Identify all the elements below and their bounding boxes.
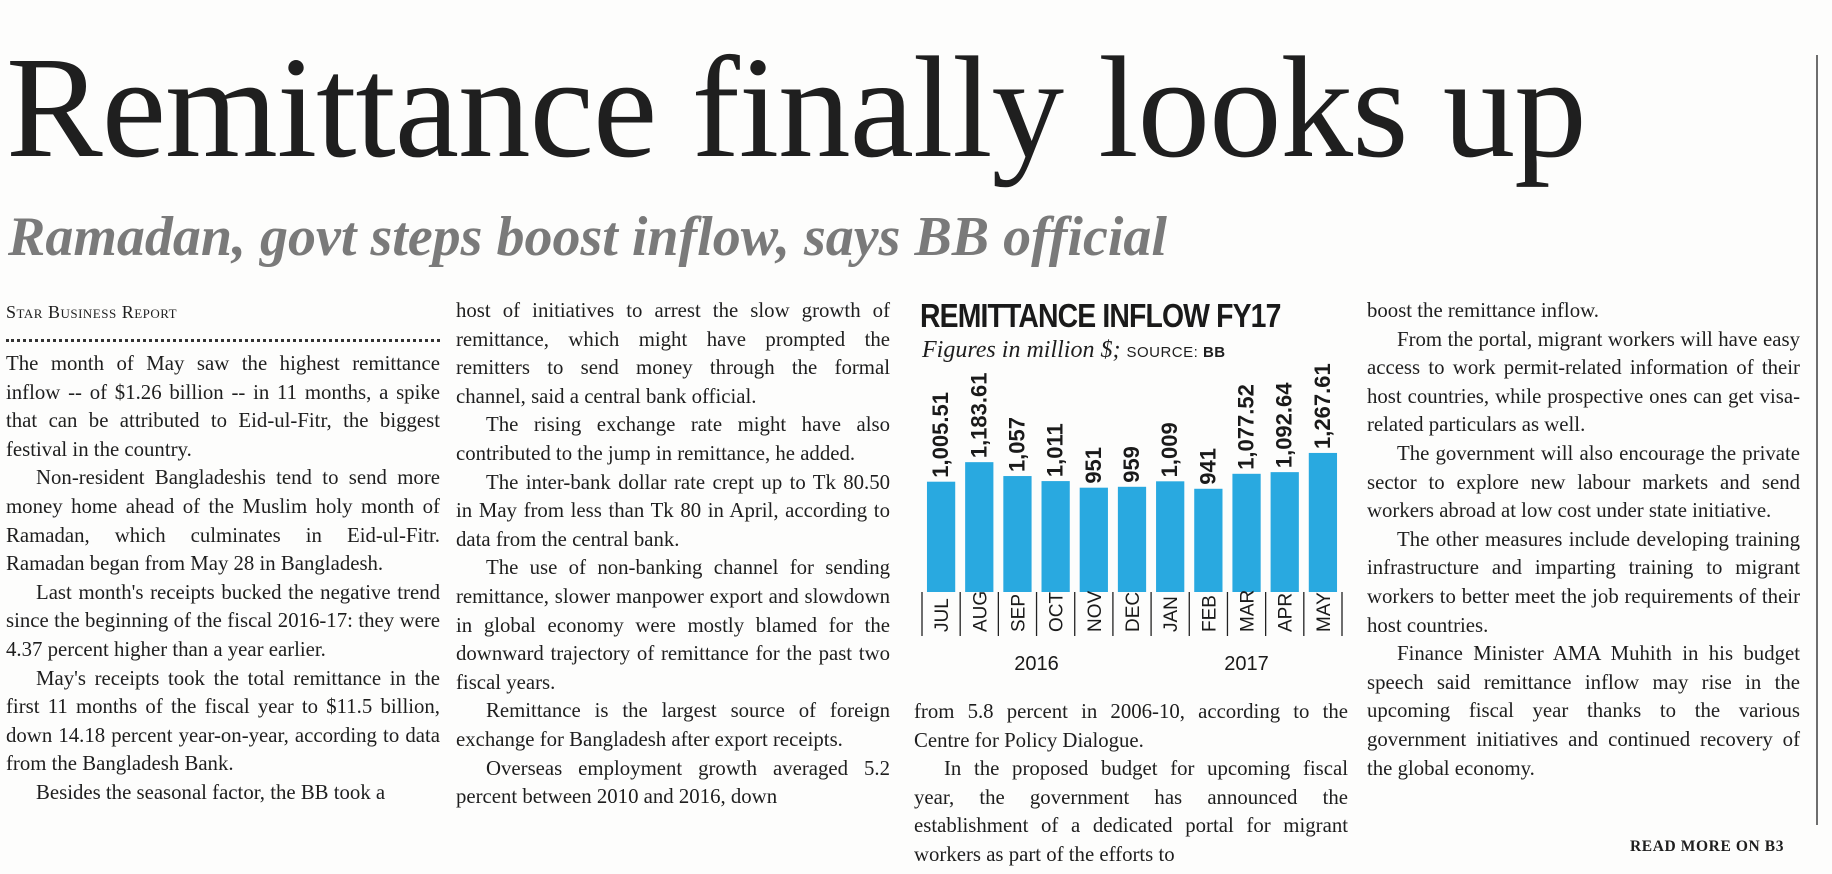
chart-tick-label: FEB: [1199, 595, 1221, 632]
chart-source-label: SOURCE:: [1126, 344, 1199, 361]
chart-data-label: 951: [1080, 446, 1106, 484]
chart-tick-label: JUL: [932, 598, 954, 632]
read-more-link[interactable]: READ MORE ON B3: [1630, 838, 1785, 855]
paragraph: Non-resident Bangladeshis tend to send more money home ahead of the Muslim holy month of Ramadan, which culminates in Eid-ul-Fitr. Ramadan began from May 28 in Bangladesh.: [6, 466, 440, 576]
chart-tick-label: APR: [1275, 592, 1297, 632]
chart-data-label: 1,267.61: [1309, 363, 1335, 449]
chart-tick-label: DEC: [1123, 591, 1144, 632]
chart-bar: [1271, 472, 1299, 592]
chart-tick-label: MAR: [1237, 589, 1259, 632]
chart-subtitle-text: Figures in million $;: [922, 337, 1121, 363]
chart-bar: [1309, 453, 1337, 592]
chart-tick-label: SEP: [1008, 593, 1030, 632]
paragraph: The other measures include developing training infrastructure and imparting training to migrant workers to better meet the job requirements of their host countries.: [1367, 527, 1800, 637]
chart-title: REMITTANCE INFLOW FY17: [920, 297, 1281, 334]
article-column-4: [1367, 297, 1800, 783]
paragraph: The government will also encourage the private sector to explore new labour markets and send workers abroad at low cost under state initiative.: [1367, 441, 1800, 523]
paragraph: From the portal, migrant workers will have easy access to work permit-related information of their host countries, while prospective ones can get visa-related particulars as well.: [1367, 327, 1800, 437]
chart-bar: [1232, 474, 1260, 592]
chart-bar: [1080, 488, 1108, 592]
chart-source-value: BB: [1202, 344, 1226, 361]
byline-divider: [6, 339, 440, 342]
chart-data-label: 1,005.51: [928, 392, 954, 478]
paragraph: Overseas employment growth averaged 5.2 percent between 2010 and 2016, down: [456, 756, 890, 809]
chart-year-label: 2016: [1014, 653, 1059, 675]
paragraph: The month of May saw the highest remittance inflow -- of $1.26 billion -- in 11 months, a spike that can be attributed to Eid-ul-Fitr, the biggest festival in the country.: [6, 352, 440, 461]
article-column-2: [456, 297, 890, 812]
chart-data-label: 1,009: [1157, 422, 1183, 478]
subhead: Ramadan, govt steps boost inflow, says BB official: [8, 206, 1167, 268]
paragraph: Besides the seasonal factor, the BB took a: [36, 780, 386, 804]
byline: Star Business Report: [6, 302, 178, 322]
chart-tick-label: MAY: [1313, 592, 1335, 632]
chart-data-label: 1,077.52: [1233, 384, 1259, 470]
chart-bar: [1194, 489, 1222, 592]
paragraph: The rising exchange rate might have also contributed to the jump in remittance, he added.: [456, 413, 890, 465]
chart-plot: [914, 292, 1348, 692]
chart-data-label: 959: [1119, 446, 1144, 483]
chart-data-label: 941: [1195, 448, 1221, 485]
chart-data-label: 1,183.61: [966, 372, 992, 459]
paragraph: May's receipts took the total remittance in the first 11 months of the fiscal year to $11.5 billion, down 14.18 percent year-on-year, according to data from the Bangladesh Bank.: [6, 666, 440, 776]
article-column-3: [914, 698, 1348, 870]
paragraph: The inter-bank dollar rate crept up to Tk 80.50 in May from less than Tk 80 in April, according to data from the central bank.: [456, 470, 890, 551]
paragraph: The use of non-banking channel for sending remittance, slower manpower export and slowdown in global economy were mostly blamed for the downward trajectory of remittance for the past two fiscal years.: [456, 556, 890, 694]
chart-data-label: 1,057: [1004, 416, 1030, 473]
chart-tick-label: NOV: [1084, 590, 1106, 632]
chart-year-label: 2017: [1224, 653, 1269, 675]
paragraph: Remittance is the largest source of foreign exchange for Bangladesh after export receipts.: [456, 699, 890, 751]
chart-bar: [927, 482, 955, 592]
chart-bar: [965, 462, 993, 592]
chart-bar: [1118, 487, 1146, 592]
paragraph: Last month's receipts bucked the negative trend since the beginning of the fiscal 2016-17: they were 4.37 percent higher than a year earlier.: [6, 580, 440, 661]
chart-tick-label: AUG: [970, 590, 992, 632]
article-column-1: [6, 350, 440, 808]
headline: Remittance finally looks up: [6, 28, 1586, 188]
paragraph: boost the remittance inflow.: [1367, 299, 1599, 322]
chart-data-label: 1,092.64: [1271, 382, 1297, 469]
chart-bar: [1042, 481, 1070, 592]
chart-tick-label: JAN: [1161, 596, 1183, 632]
paragraph: In the proposed budget for upcoming fiscal year, the government has announced the establishment of a dedicated portal for migrant workers as part of the efforts to: [914, 757, 1348, 866]
remittance-chart: [914, 292, 1348, 692]
chart-bar: [1156, 481, 1184, 592]
chart-tick-label: OCT: [1046, 591, 1068, 632]
paragraph: host of initiatives to arrest the slow growth of remittance, which might have prompted the remitters to send money through the formal channel, said a central bank official.: [456, 299, 890, 408]
chart-data-label: 1,011: [1042, 423, 1068, 478]
paragraph: Finance Minister AMA Muhith in his budget speech said remittance inflow may rise in the upcoming fiscal year thanks to the various government initiatives and continued recovery of the global economy.: [1367, 642, 1800, 780]
chart-bar: [1003, 476, 1031, 592]
paragraph: from 5.8 percent in 2006-10, according to the Centre for Policy Dialogue.: [914, 700, 1348, 752]
column-rule: [1816, 55, 1818, 825]
